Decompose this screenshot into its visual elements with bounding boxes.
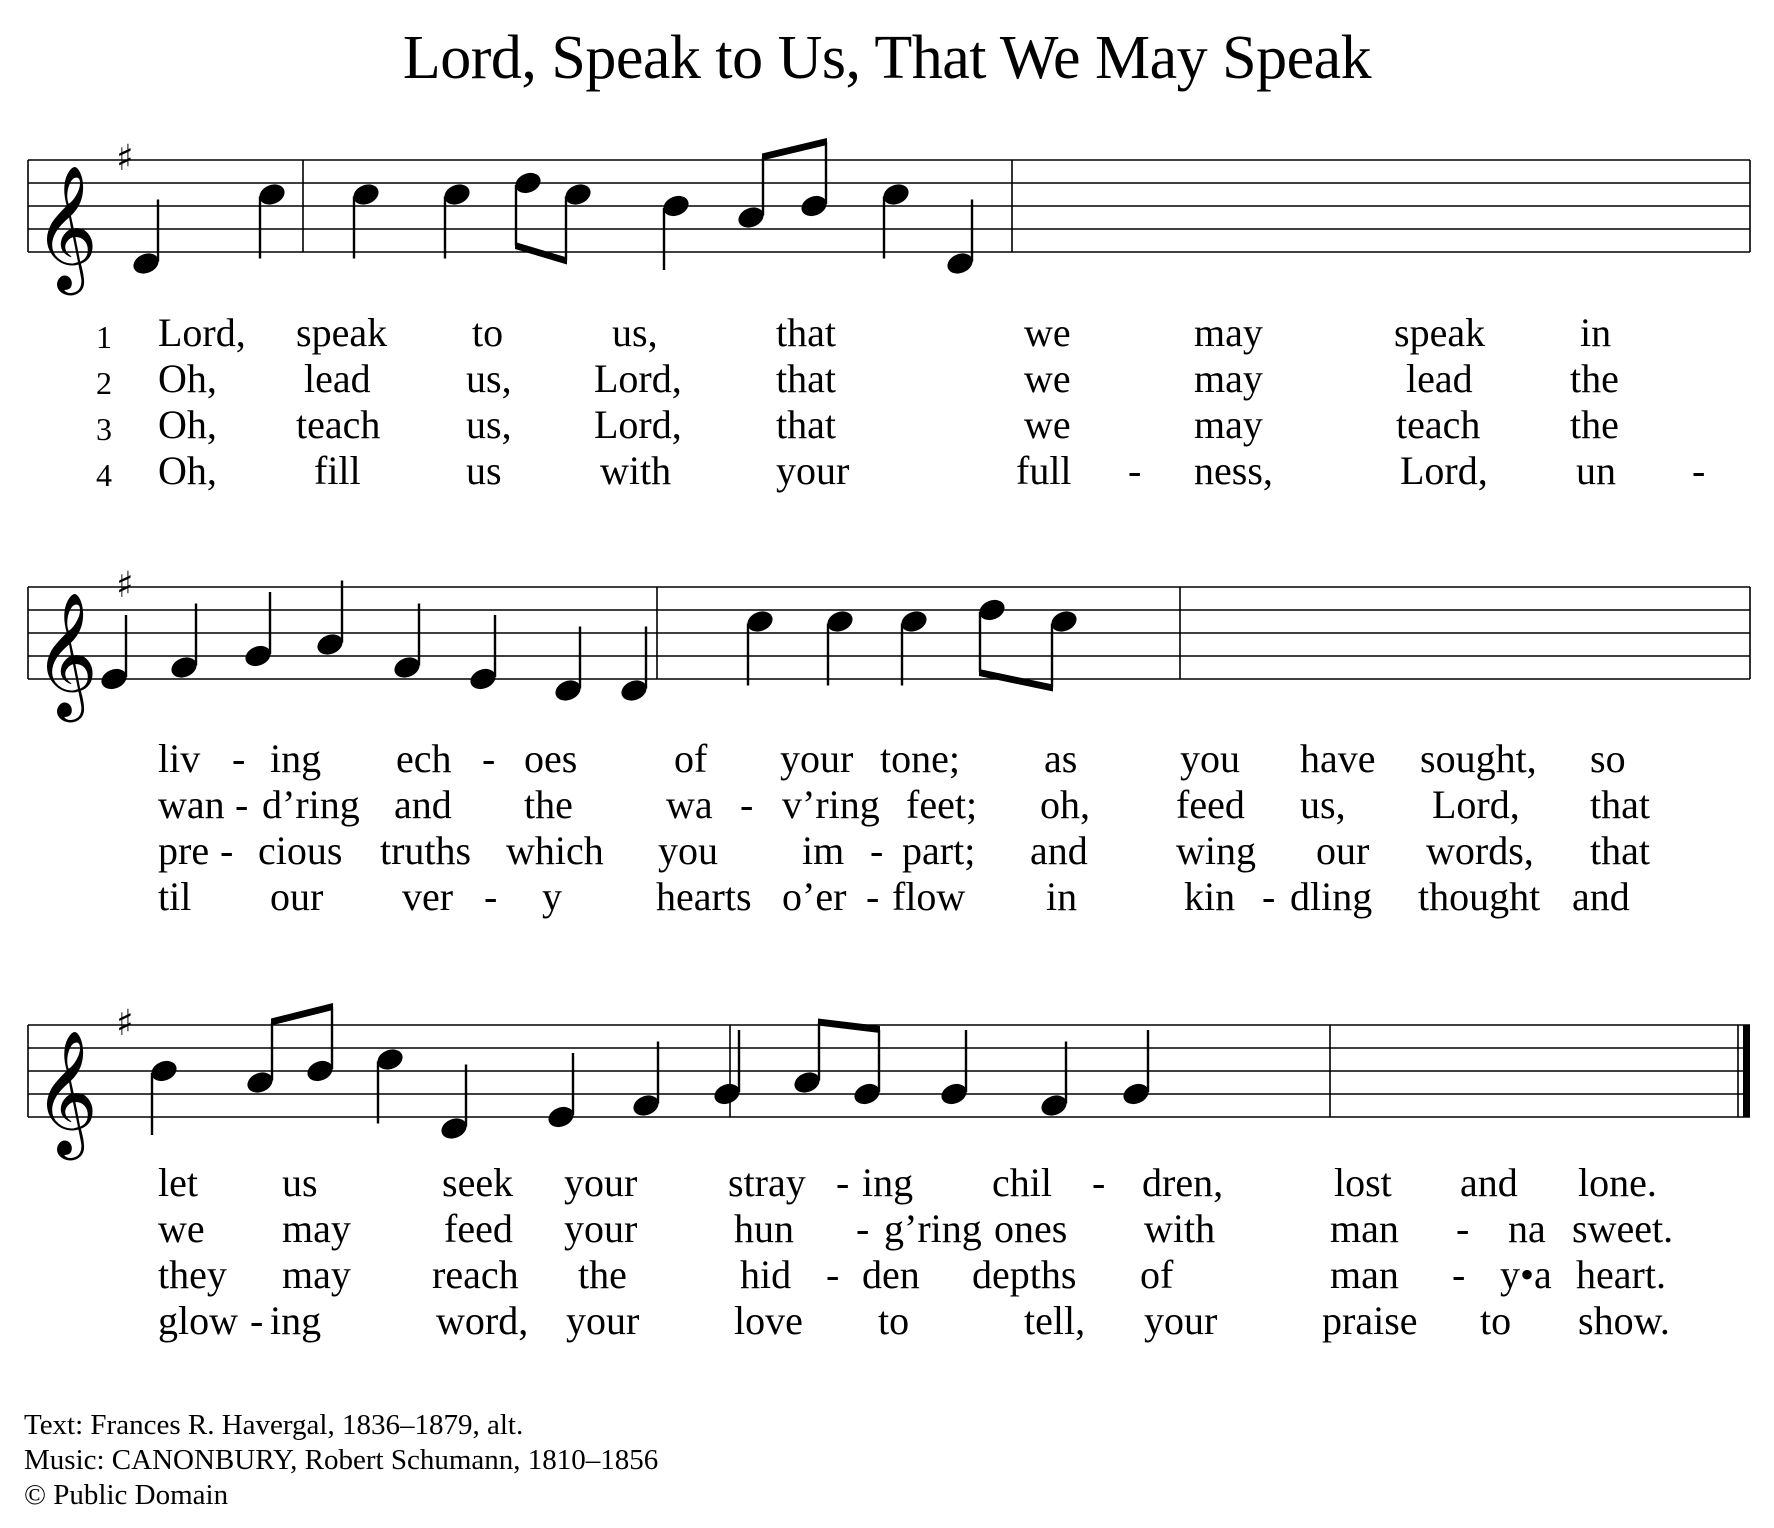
syllable: g’ring <box>884 1206 982 1251</box>
syllable: and <box>394 782 452 827</box>
syllable: praise <box>1322 1298 1418 1343</box>
hyphen: - <box>235 782 249 827</box>
verse-line-3 <box>0 828 1774 874</box>
syllable: v’ring <box>782 782 880 827</box>
syllable: stray <box>728 1160 806 1205</box>
syllable: oh, <box>1040 782 1090 827</box>
hyphen: - <box>1692 448 1706 493</box>
syllable: speak <box>296 310 388 355</box>
syllable: Oh, <box>158 356 217 401</box>
syllable: us, <box>466 402 512 447</box>
syllable: thought <box>1418 874 1541 919</box>
syllable: d’ring <box>262 782 360 827</box>
syllable: that <box>776 310 836 355</box>
syllable: your <box>780 736 854 781</box>
syllable: fill <box>314 448 361 493</box>
sharp-key-signature-icon: ♯ <box>116 138 134 179</box>
syllable: ones <box>994 1206 1068 1251</box>
verse-line-1 <box>0 310 1774 356</box>
syllable: your <box>564 1206 638 1251</box>
syllable: the <box>524 782 573 827</box>
syllable: heart. <box>1576 1252 1666 1297</box>
syllable: im <box>802 828 845 873</box>
syllable: with <box>1144 1206 1216 1251</box>
syllable: lone. <box>1578 1160 1657 1205</box>
syllable: the <box>1570 356 1619 401</box>
hyphen: - <box>1262 874 1276 919</box>
syllable: of <box>674 736 708 781</box>
music-credit: Music: CANONBURY, Robert Schumann, 1810–1856 <box>24 1444 659 1476</box>
syllable: to <box>472 310 504 355</box>
syllable: and <box>1030 828 1088 873</box>
hyphen: - <box>740 782 754 827</box>
syllable: that <box>776 402 836 447</box>
syllable: we <box>1024 356 1071 401</box>
verse-line-1 <box>0 1160 1774 1206</box>
syllable: sweet. <box>1572 1206 1674 1251</box>
syllable: o’er <box>782 874 847 919</box>
verse-number: 1 <box>96 319 112 355</box>
copyright-notice: © Public Domain <box>24 1479 229 1511</box>
syllable: us, <box>1300 782 1346 827</box>
verse-line-2 <box>0 1206 1774 1252</box>
syllable: which <box>506 828 604 873</box>
syllable: Lord, <box>1432 782 1520 827</box>
staff-lines <box>28 587 1750 679</box>
syllable: ing <box>270 736 322 781</box>
syllable: our <box>1316 828 1370 873</box>
syllable: ing <box>270 1298 322 1343</box>
syllable: part; <box>902 828 976 873</box>
syllable: may <box>1194 356 1263 401</box>
syllable: dling <box>1290 874 1373 919</box>
syllable: na <box>1508 1206 1546 1251</box>
credits <box>24 1408 658 1513</box>
syllable: us <box>466 448 502 493</box>
hyphen: - <box>1452 1252 1466 1297</box>
syllable: feed <box>444 1206 513 1251</box>
treble-clef-icon: 𝄞 <box>34 165 98 290</box>
syllable: may <box>282 1252 351 1297</box>
syllable: teach <box>1396 402 1481 447</box>
syllable: Oh, <box>158 448 217 493</box>
syllable: love <box>734 1298 803 1343</box>
syllable: your <box>1144 1298 1218 1343</box>
syllable: the <box>578 1252 627 1297</box>
syllable: that <box>1590 782 1650 827</box>
syllable: may <box>1194 402 1263 447</box>
syllable: speak <box>1394 310 1486 355</box>
syllable: man <box>1330 1206 1399 1251</box>
verse-number: 3 <box>96 411 112 447</box>
syllable: sought, <box>1420 736 1537 781</box>
syllable: Lord, <box>1400 448 1488 493</box>
verse-line-4 <box>0 448 1774 494</box>
syllable: your <box>566 1298 640 1343</box>
syllable: tell, <box>1024 1298 1086 1343</box>
beam <box>515 242 567 265</box>
syllable: as <box>1044 736 1078 781</box>
syllable: glow <box>158 1298 238 1343</box>
hyphen: - <box>856 1206 870 1251</box>
verse-line-2 <box>0 356 1774 402</box>
syllable: hun <box>734 1206 794 1251</box>
syllable: ness, <box>1194 448 1273 493</box>
syllable: kin <box>1184 874 1236 919</box>
hyphen: - <box>826 1252 840 1297</box>
syllable: to <box>878 1298 910 1343</box>
staff-lines <box>28 160 1750 252</box>
syllable: dren, <box>1142 1160 1224 1205</box>
syllable: y <box>542 874 562 919</box>
syllable: of <box>1140 1252 1174 1297</box>
syllable: oes <box>524 736 578 781</box>
syllable: hid <box>740 1252 792 1297</box>
syllable: our <box>270 874 324 919</box>
syllable: lead <box>304 356 371 401</box>
syllable: pre <box>158 828 210 873</box>
syllable: we <box>1024 310 1071 355</box>
verse-number: 4 <box>96 457 112 493</box>
syllable: words, <box>1426 828 1534 873</box>
syllable: wan <box>158 782 225 827</box>
syllable: lead <box>1406 356 1473 401</box>
syllable: let <box>158 1160 198 1205</box>
syllable: ech <box>396 736 452 781</box>
syllable: seek <box>442 1160 514 1205</box>
syllable: we <box>1024 402 1071 447</box>
syllable: ver <box>402 874 454 919</box>
beam <box>271 1003 333 1026</box>
syllable: word, <box>436 1298 529 1343</box>
syllable: they <box>158 1252 227 1297</box>
hyphen: - <box>1092 1160 1106 1205</box>
syllable: in <box>1046 874 1078 919</box>
syllable: us <box>282 1160 318 1205</box>
syllable: and <box>1572 874 1630 919</box>
syllable: un <box>1576 448 1616 493</box>
text-credit: Text: Frances R. Havergal, 1836–1879, alt. <box>24 1409 524 1441</box>
hyphen: - <box>1128 448 1142 493</box>
syllable: Lord, <box>594 356 682 401</box>
syllable: feed <box>1176 782 1245 827</box>
syllable: ing <box>862 1160 914 1205</box>
hyphen: - <box>1456 1206 1470 1251</box>
syllable: Lord, <box>594 402 682 447</box>
syllable: us, <box>612 310 658 355</box>
staff-lines <box>28 1025 1750 1117</box>
treble-clef-icon: 𝄞 <box>34 592 98 717</box>
beam <box>979 669 1053 692</box>
syllable: us, <box>466 356 512 401</box>
sharp-key-signature-icon: ♯ <box>116 1003 134 1044</box>
syllable: in <box>1580 310 1612 355</box>
syllable: den <box>862 1252 920 1297</box>
verse-line-3 <box>0 402 1774 448</box>
syllable: liv <box>158 736 201 781</box>
verse-line-4 <box>0 874 1774 920</box>
syllable: y•a <box>1500 1252 1552 1297</box>
verse-line-3 <box>0 1252 1774 1298</box>
syllable: cious <box>258 828 343 873</box>
verse-line-2 <box>0 782 1774 828</box>
syllable: full <box>1016 448 1072 493</box>
syllable: wa <box>666 782 713 827</box>
syllable: you <box>658 828 718 873</box>
syllable: wing <box>1176 828 1256 873</box>
syllable: truths <box>380 828 472 873</box>
hyphen: - <box>482 736 496 781</box>
syllable: flow <box>892 874 966 919</box>
hyphen: - <box>836 1160 850 1205</box>
syllable: feet; <box>906 782 978 827</box>
treble-clef-icon: 𝄞 <box>34 1030 98 1155</box>
verse-line-4 <box>0 1298 1774 1344</box>
syllable: Lord, <box>158 310 246 355</box>
syllable: may <box>1194 310 1263 355</box>
sharp-key-signature-icon: ♯ <box>116 565 134 606</box>
beam <box>818 1019 880 1034</box>
beam <box>762 138 827 161</box>
syllable: that <box>1590 828 1650 873</box>
syllable: your <box>564 1160 638 1205</box>
syllable: depths <box>972 1252 1077 1297</box>
hyphen: - <box>232 736 246 781</box>
syllable: til <box>158 874 192 919</box>
verse-number: 2 <box>96 365 112 401</box>
syllable: with <box>600 448 672 493</box>
hyphen: - <box>866 874 880 919</box>
syllable: teach <box>296 402 381 447</box>
syllable: that <box>776 356 836 401</box>
hyphen: - <box>250 1298 264 1343</box>
syllable: the <box>1570 402 1619 447</box>
syllable: tone; <box>880 736 960 781</box>
verse-line-1 <box>0 736 1774 782</box>
hyphen: - <box>220 828 234 873</box>
final-barline-thick <box>1743 1025 1750 1117</box>
syllable: may <box>282 1206 351 1251</box>
syllable: we <box>158 1206 205 1251</box>
hyphen: - <box>870 828 884 873</box>
syllable: you <box>1180 736 1240 781</box>
syllable: so <box>1590 736 1626 781</box>
syllable: to <box>1480 1298 1512 1343</box>
syllable: and <box>1460 1160 1518 1205</box>
syllable: hearts <box>656 874 752 919</box>
syllable: reach <box>432 1252 519 1297</box>
syllable: Oh, <box>158 402 217 447</box>
syllable: lost <box>1334 1160 1392 1205</box>
syllable: chil <box>992 1160 1052 1205</box>
syllable: man <box>1330 1252 1399 1297</box>
hymn-title: Lord, Speak to Us, That We May Speak <box>402 24 1372 92</box>
syllable: your <box>776 448 850 493</box>
syllable: have <box>1300 736 1376 781</box>
hyphen: - <box>484 874 498 919</box>
syllable: show. <box>1578 1298 1670 1343</box>
